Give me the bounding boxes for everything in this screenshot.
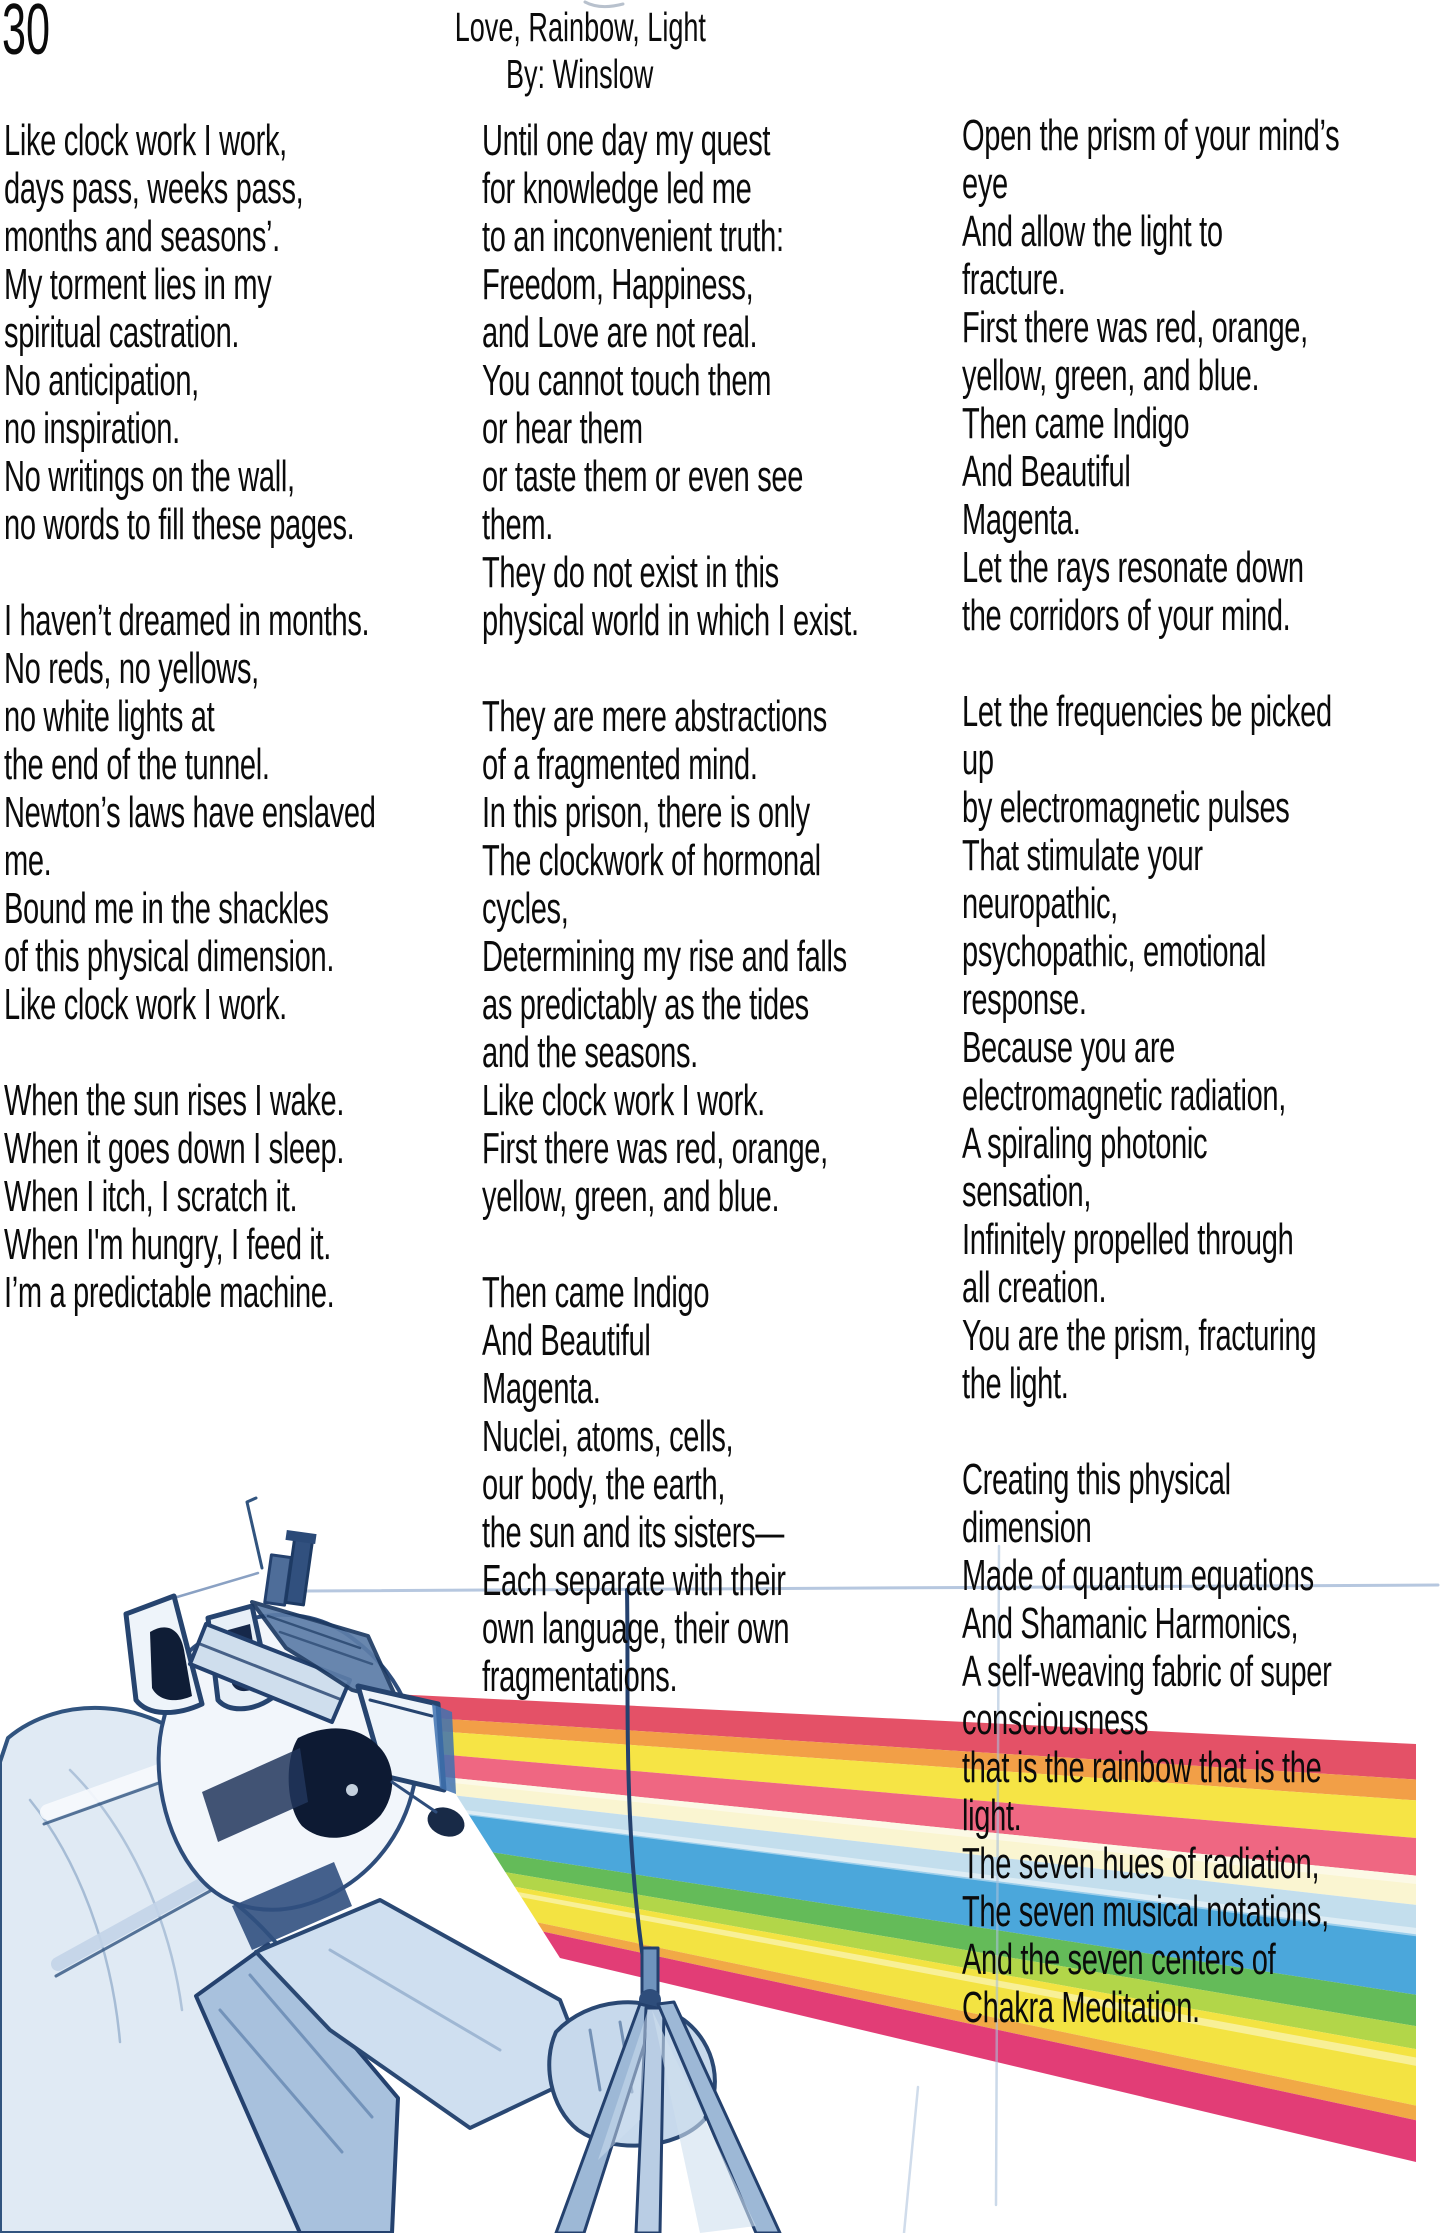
poem-line: My torment lies in my — [4, 260, 272, 309]
eye-highlight — [346, 1784, 358, 1796]
poem-line: by electromagnetic pulses — [962, 783, 1290, 832]
poem-stanza — [962, 1456, 1445, 2032]
poem-line: Let the rays resonate down — [962, 543, 1304, 592]
poem-line: all creation. — [962, 1263, 1107, 1312]
poem-line: up — [962, 735, 994, 784]
poem-line: Open the prism of your mind’s — [962, 111, 1340, 160]
poem-line: no words to fill these pages. — [4, 500, 355, 549]
poem-line: First there was red, orange, — [482, 1124, 828, 1173]
poem-line: yellow, green, and blue. — [482, 1172, 780, 1221]
raccoon-ear-left — [126, 1596, 202, 1713]
stanza-gap — [482, 645, 970, 693]
poem-line: to an inconvenient truth: — [482, 212, 784, 261]
poem-line: electromagnetic radiation, — [962, 1071, 1286, 1120]
poem-line: You cannot touch them — [482, 356, 772, 405]
poem-line: Infinitely propelled through — [962, 1215, 1294, 1264]
poem-stanza — [962, 112, 1445, 640]
poem-line: They are mere abstractions — [482, 692, 827, 741]
poem-line: Magenta. — [482, 1364, 601, 1413]
poem-line: Chakra Meditation. — [962, 1983, 1200, 2032]
poem-line: And allow the light to — [962, 207, 1223, 256]
poem-column-3 — [962, 112, 1445, 2032]
poem-line: Each separate with their — [482, 1556, 786, 1605]
poem-line: the sun and its sisters— — [482, 1508, 784, 1557]
poem-line: the corridors of your mind. — [962, 591, 1291, 640]
poem-line: fragmentations. — [482, 1652, 678, 1701]
poem-line: I haven’t dreamed in months. — [4, 596, 370, 645]
poem-line: no white lights at — [4, 692, 215, 741]
poem-line: They do not exist in this — [482, 548, 779, 597]
poem-line: Then came Indigo — [482, 1268, 710, 1317]
poem-line: Like clock work I work, — [4, 116, 287, 165]
poem-line: or hear them — [482, 404, 643, 453]
poem-line: own language, their own — [482, 1604, 790, 1653]
poem-line: When I itch, I scratch it. — [4, 1172, 298, 1221]
instrument-mast — [247, 1498, 317, 1605]
poem-line: and Love are not real. — [482, 308, 758, 357]
poem-line: of this physical dimension. — [4, 932, 335, 981]
poem-header — [280, 4, 880, 98]
poem-line: response. — [962, 975, 1087, 1024]
stanza-gap — [482, 1221, 970, 1269]
poem-line: Determining my rise and falls — [482, 932, 847, 981]
poem-line: consciousness — [962, 1695, 1149, 1744]
poem-line: When the sun rises I wake. — [4, 1076, 345, 1125]
poem-line: eye — [962, 159, 1008, 208]
poem-line: dimension — [962, 1503, 1092, 1552]
poem-line: Bound me in the shackles — [4, 884, 329, 933]
poem-line: the end of the tunnel. — [4, 740, 270, 789]
poem-line: Made of quantum equations — [962, 1551, 1314, 1600]
poem-line: for knowledge led me — [482, 164, 752, 213]
poem-line: Freedom, Happiness, — [482, 260, 754, 309]
poem-line: Like clock work I work. — [4, 980, 287, 1029]
poem-line: days pass, weeks pass, — [4, 164, 304, 213]
poem-line: that is the rainbow that is the — [962, 1743, 1322, 1792]
poem-line: as predictably as the tides — [482, 980, 809, 1029]
poem-line: A spiraling photonic — [962, 1119, 1208, 1168]
poem-line: When it goes down I sleep. — [4, 1124, 345, 1173]
poem-line: A self-weaving fabric of super — [962, 1647, 1332, 1696]
poem-line: Newton’s laws have enslaved — [4, 788, 376, 837]
poem-line: And Beautiful — [962, 447, 1131, 496]
poem-line: I’m a predictable machine. — [4, 1268, 335, 1317]
poem-line: months and seasons’. — [4, 212, 280, 261]
poem-stanza — [962, 688, 1445, 1408]
stanza-gap — [4, 549, 492, 597]
poem-line: No anticipation, — [4, 356, 199, 405]
poem-line: spiritual castration. — [4, 308, 240, 357]
poem-line: psychopathic, emotional — [962, 927, 1266, 976]
poem-line: In this prison, there is only — [482, 788, 810, 837]
poem-line: And Shamanic Harmonics, — [962, 1599, 1299, 1648]
poem-line: First there was red, orange, — [962, 303, 1308, 352]
poem-line: yellow, green, and blue. — [962, 351, 1260, 400]
poem-line: Creating this physical — [962, 1455, 1231, 1504]
poem-line: And the seven centers of — [962, 1935, 1276, 1984]
poem-line: When I'm hungry, I feed it. — [4, 1220, 331, 1269]
poem-line: light. — [962, 1791, 1022, 1840]
poem-line: The clockwork of hormonal — [482, 836, 821, 885]
poem-line: or taste them or even see — [482, 452, 804, 501]
poem-line: our body, the earth, — [482, 1460, 726, 1509]
poem-line: no inspiration. — [4, 404, 180, 453]
poem-line: cycles, — [482, 884, 569, 933]
poem-line: fracture. — [962, 255, 1066, 304]
poem-line: The seven musical notations, — [962, 1887, 1329, 1936]
poem-line: Let the frequencies be picked — [962, 687, 1332, 736]
poem-line: That stimulate your — [962, 831, 1203, 880]
poem-line: and the seasons. — [482, 1028, 698, 1077]
poem-title: Love, Rainbow, Light — [454, 4, 706, 50]
poem-line: Nuclei, atoms, cells, — [482, 1412, 734, 1461]
poem-line: me. — [4, 836, 52, 885]
poem-line: sensation, — [962, 1167, 1092, 1216]
poem-line: Until one day my quest — [482, 116, 771, 165]
poem-line: You are the prism, fracturing — [962, 1311, 1317, 1360]
poem-line: And Beautiful — [482, 1316, 651, 1365]
poem-line: of a fragmented mind. — [482, 740, 758, 789]
poem-line: physical world in which I exist. — [482, 596, 859, 645]
poem-line: No writings on the wall, — [4, 452, 295, 501]
poem-byline: By: Winslow — [506, 51, 654, 97]
poem-line: them. — [482, 500, 553, 549]
poem-line: The seven hues of radiation, — [962, 1839, 1320, 1888]
poem-line: No reds, no yellows, — [4, 644, 259, 693]
poem-line: the light. — [962, 1359, 1069, 1408]
poem-line: Like clock work I work. — [482, 1076, 765, 1125]
poem-line: Then came Indigo — [962, 399, 1190, 448]
poem-line: Because you are — [962, 1023, 1175, 1072]
stanza-gap — [962, 1408, 1445, 1456]
poem-line: Magenta. — [962, 495, 1081, 544]
stanza-gap — [962, 640, 1445, 688]
poem-line: neuropathic, — [962, 879, 1118, 928]
plumb-line-faint-2 — [904, 2087, 918, 2233]
stanza-gap — [4, 1029, 492, 1077]
page-number: 30 — [2, 0, 51, 70]
